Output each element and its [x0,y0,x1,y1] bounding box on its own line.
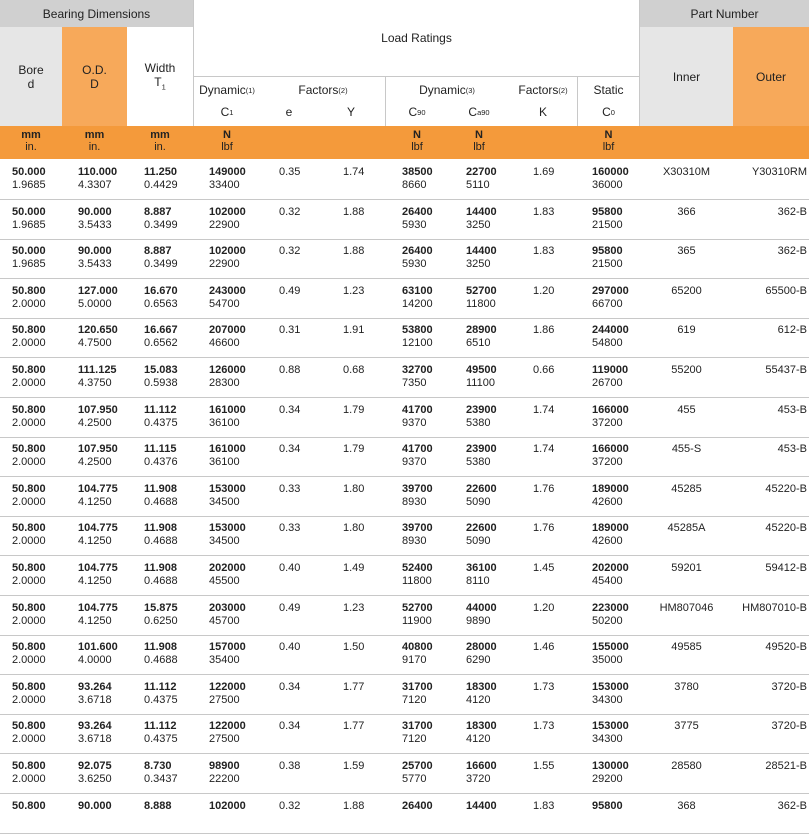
cell-outer: 59412-B [765,562,807,574]
cell-bore: 50.800 2.0000 [12,562,46,587]
cell-c1: 102000 22900 [209,245,246,271]
cell-c0: 130000 29200 [592,760,629,785]
c90-units: N lbf [411,129,423,153]
c1-units: N lbf [221,129,233,153]
cell-od: 104.775 4.1250 [78,482,118,508]
cell-k: 1.46 [533,641,555,654]
cell-od: 107.950 4.2500 [78,443,118,469]
cell-inner: 3780 [674,680,699,693]
cell-outer: 49520-B [765,641,807,654]
cell-outer: HM807010-B [742,601,807,614]
cell-bore: 50.800 2.0000 [12,403,46,429]
cell-e: 0.49 [279,601,301,614]
cell-bore: 50.800 2.0000 [12,680,46,706]
cell-c0: 95800 [592,799,623,812]
cell-c0: 119000 26700 [592,364,629,389]
table-row [0,240,809,279]
cell-k: 1.83 [533,245,555,258]
cell-e: 0.34 [279,403,301,416]
cell-c0: 223000 50200 [592,601,629,627]
cell-w: 15.083 0.5938 [144,364,178,389]
cell-c0: 153000 34300 [592,680,629,706]
c90-symbol: C 90 [408,105,426,119]
table-row [0,755,809,794]
cell-inner: 619 [677,324,696,337]
factors-a-header: Factors (2) [298,83,348,97]
dynamic1-header: Dynamic (1) [199,83,255,97]
cell-k: 1.73 [533,680,555,693]
cell-y: 1.88 [343,245,365,258]
cell-outer: 453-B [777,403,807,416]
cell-inner: 55200 [671,364,702,376]
cell-y: 1.74 [343,166,365,178]
cell-w: 11.115 0.4376 [144,443,178,469]
cell-ca90: 22600 5090 [466,522,497,548]
cell-k: 1.83 [533,205,555,218]
y-symbol: Y [346,105,355,119]
cell-bore: 50.000 1.9685 [12,166,46,191]
part-number-title: Part Number [690,6,759,21]
cell-k: 1.20 [533,284,555,297]
cell-y: 1.91 [343,324,365,337]
table-row [0,280,809,319]
cell-bore: 50.800 2.0000 [12,601,46,627]
cell-od: 104.775 4.1250 [78,601,118,627]
cell-c90: 38500 8660 [402,166,433,191]
cell-k: 1.45 [533,562,555,574]
dynamic3-header: Dynamic (3) [419,83,475,97]
static-header: Static [593,83,624,97]
cell-c1: 102000 22900 [209,205,246,231]
cell-bore: 50.800 2.0000 [12,720,46,746]
cell-c90: 41700 9370 [402,403,433,429]
od-units: mm in. [84,129,105,153]
cell-ca90: 16600 3720 [466,760,497,785]
cell-w: 11.112 0.4375 [144,403,178,429]
table-row [0,161,809,200]
cell-ca90: 28900 6510 [466,324,497,350]
cell-y: 1.23 [343,284,365,297]
cell-e: 0.31 [279,324,301,337]
od-label: O.D. [82,62,107,77]
cell-inner: 455 [677,403,696,416]
cell-inner: 368 [677,799,696,812]
cell-c90: 39700 8930 [402,522,433,548]
cell-outer: 65500-B [765,284,807,297]
cell-y: 1.88 [343,799,365,812]
bore-label: Bore [18,62,44,77]
cell-c1: 161000 36100 [209,443,246,469]
load-ratings-title: Load Ratings [381,31,452,45]
table-row [0,676,809,715]
cell-c0: 95800 21500 [592,245,623,271]
cell-c90: 63100 14200 [402,284,433,310]
bore-units: mm in. [21,129,41,153]
cell-y: 1.79 [343,443,365,456]
cell-y: 1.59 [343,760,365,772]
cell-bore: 50.800 2.0000 [12,482,46,508]
cell-ca90: 22600 5090 [466,482,497,508]
cell-od: 92.075 3.6250 [78,760,112,785]
cell-w: 8.887 0.3499 [144,245,178,271]
cell-inner: X30310M [662,166,711,178]
cell-outer: 3720-B [771,680,807,693]
od-symbol: D [90,76,99,91]
cell-k: 1.20 [533,601,555,614]
cell-inner: 45285A [667,522,706,535]
cell-e: 0.33 [279,482,301,495]
cell-w: 8.887 0.3499 [144,205,178,231]
cell-e: 0.35 [279,166,301,178]
cell-od: 93.264 3.6718 [78,680,112,706]
cell-ca90: 49500 11100 [466,364,497,389]
cell-c0: 202000 45400 [592,562,629,587]
cell-ca90: 23900 5380 [466,403,497,429]
width-symbol: $T_1$ [154,75,166,92]
cell-y: 1.23 [343,601,365,614]
cell-c90: 25700 5770 [402,760,433,785]
cell-c90: 32700 7350 [402,364,433,389]
cell-e: 0.32 [279,799,301,812]
cell-c1: 98900 22200 [209,760,240,785]
cell-inner: HM807046 [659,601,714,614]
cell-c0: 160000 36000 [592,166,629,191]
cell-k: 0.66 [533,364,555,376]
cell-outer: 45220-B [765,482,807,495]
bearing-dimensions-title: Bearing Dimensions [42,6,151,21]
cell-c0: 189000 42600 [592,482,629,508]
cell-od: 107.950 4.2500 [78,403,118,429]
cell-k: 1.69 [533,166,555,178]
cell-k: 1.76 [533,522,555,535]
cell-w: 8.888 [144,799,172,812]
cell-y: 1.80 [343,482,365,495]
cell-od: 90.000 [78,799,112,812]
cell-c1: 122000 27500 [209,680,246,706]
cell-e: 0.38 [279,760,301,772]
k-symbol: K [538,105,547,119]
factors-b-header: Factors (2) [518,83,568,97]
cell-inner: 3775 [674,720,699,733]
cell-c90: 26400 5930 [402,205,433,231]
cell-k: 1.74 [533,443,555,456]
cell-inner: 45285 [671,482,702,495]
cell-c1: 243000 54700 [209,284,246,310]
cell-ca90: 23900 5380 [466,443,497,469]
cell-ca90: 36100 8110 [466,562,497,587]
cell-c1: 207000 46600 [209,324,246,350]
cell-c90: 52400 11800 [402,562,433,587]
inner-header: Inner [640,27,733,126]
cell-y: 1.77 [343,720,365,733]
cell-e: 0.34 [279,720,301,733]
ca90-symbol: C a90 [468,105,490,119]
cell-c1: 126000 28300 [209,364,246,389]
cell-ca90: 22700 5110 [466,166,497,191]
cell-y: 0.68 [343,364,365,376]
cell-od: 120.650 4.7500 [78,324,118,350]
cell-c0: 244000 54800 [592,324,629,350]
cell-e: 0.33 [279,522,301,535]
cell-inner: 59201 [671,562,702,574]
cell-outer: 362-B [777,799,807,812]
cell-w: 16.670 0.6563 [144,284,178,310]
cell-ca90: 14400 [466,799,497,812]
cell-c0: 297000 66700 [592,284,629,310]
cell-od: 104.775 4.1250 [78,522,118,548]
cell-bore: 50.800 2.0000 [12,443,46,469]
bore-symbol: d [27,76,35,91]
cell-w: 11.908 0.4688 [144,641,178,667]
cell-c1: 102000 [209,799,246,812]
cell-c90: 40800 9170 [402,641,433,667]
cell-w: 8.730 0.3437 [144,760,178,785]
cell-e: 0.32 [279,245,301,258]
cell-inner: 65200 [671,284,702,297]
cell-outer: 362-B [777,245,807,258]
cell-ca90: 28000 6290 [466,641,497,667]
od-header [62,27,127,126]
cell-bore: 50.800 2.0000 [12,760,46,785]
cell-od: 127.000 5.0000 [78,284,118,310]
cell-od: 110.000 4.3307 [78,166,118,191]
cell-c0: 189000 42600 [592,522,629,548]
cell-c0: 155000 35000 [592,641,629,667]
cell-w: 11.250 0.4429 [144,166,178,191]
table-row [0,557,809,596]
cell-inner: 49585 [671,641,702,654]
table-row [0,319,809,358]
cell-c90: 41700 9370 [402,443,433,469]
cell-w: 11.908 0.4688 [144,562,178,587]
cell-c1: 161000 36100 [209,403,246,429]
c0-symbol: C 0 [602,105,615,119]
cell-c0: 153000 34300 [592,720,629,746]
ca90-units: N lbf [473,129,485,153]
cell-c90: 31700 7120 [402,720,433,746]
cell-od: 93.264 3.6718 [78,720,112,746]
cell-e: 0.49 [279,284,301,297]
cell-e: 0.40 [279,641,301,654]
cell-bore: 50.800 [12,799,46,812]
cell-bore: 50.000 1.9685 [12,245,46,271]
cell-w: 11.908 0.4688 [144,482,178,508]
cell-ca90: 14400 3250 [466,205,497,231]
cell-w: 11.112 0.4375 [144,680,178,706]
c1-symbol: C 1 [220,105,234,119]
cell-inner: 455-S [671,443,702,456]
table-row [0,795,809,834]
cell-w: 11.908 0.4688 [144,522,178,548]
cell-k: 1.73 [533,720,555,733]
cell-e: 0.88 [279,364,301,376]
cell-c90: 53800 12100 [402,324,433,350]
width-label: Width [144,61,176,76]
cell-od: 101.600 4.0000 [78,641,118,667]
cell-e: 0.34 [279,680,301,693]
cell-outer: 3720-B [771,720,807,733]
cell-c0: 95800 21500 [592,205,623,231]
cell-inner: 28580 [671,760,702,772]
table-row [0,399,809,438]
units-row [0,126,809,159]
cell-c1: 153000 34500 [209,522,246,548]
cell-k: 1.86 [533,324,555,337]
cell-od: 104.775 4.1250 [78,562,118,587]
cell-w: 11.112 0.4375 [144,720,178,746]
cell-bore: 50.800 2.0000 [12,284,46,310]
cell-c0: 166000 37200 [592,443,629,469]
cell-c1: 202000 45500 [209,562,246,587]
cell-bore: 50.000 1.9685 [12,205,46,231]
cell-outer: 612-B [777,324,807,337]
c0-units: N lbf [602,129,615,153]
table-row [0,715,809,754]
table-row [0,517,809,556]
table-row [0,597,809,636]
cell-y: 1.80 [343,522,365,535]
outer-header: Outer [733,27,809,126]
table-row [0,201,809,240]
cell-c1: 203000 45700 [209,601,246,627]
cell-y: 1.49 [343,562,365,574]
table-row [0,636,809,675]
cell-e: 0.40 [279,562,301,574]
table-row [0,438,809,477]
cell-outer: 45220-B [765,522,807,535]
cell-c1: 157000 35400 [209,641,246,667]
cell-k: 1.55 [533,760,555,772]
cell-e: 0.32 [279,205,301,218]
cell-outer: 55437-B [765,364,807,376]
cell-bore: 50.800 2.0000 [12,364,46,389]
cell-k: 1.76 [533,482,555,495]
cell-outer: 453-B [777,443,807,456]
cell-c1: 122000 27500 [209,720,246,746]
cell-c1: 153000 34500 [209,482,246,508]
cell-od: 90.000 3.5433 [78,245,112,271]
cell-outer: 362-B [777,205,807,218]
cell-y: 1.79 [343,403,365,416]
table-row [0,478,809,517]
cell-c90: 31700 7120 [402,680,433,706]
cell-e: 0.34 [279,443,301,456]
table-row [0,359,809,398]
cell-c90: 26400 [402,799,433,812]
cell-y: 1.88 [343,205,365,218]
cell-bore: 50.800 2.0000 [12,522,46,548]
bore-header [0,27,62,126]
cell-y: 1.77 [343,680,365,693]
cell-c90: 52700 11900 [402,601,433,627]
cell-c90: 39700 8930 [402,482,433,508]
cell-c1: 149000 33400 [209,166,246,191]
cell-ca90: 44000 9890 [466,601,497,627]
cell-ca90: 18300 4120 [466,720,497,746]
cell-inner: 365 [677,245,696,258]
cell-bore: 50.800 2.0000 [12,324,46,350]
cell-od: 90.000 3.5433 [78,205,112,231]
cell-y: 1.50 [343,641,365,654]
e-symbol: e [285,105,293,119]
cell-outer: 28521-B [765,760,807,772]
width-units: mm in. [150,129,170,153]
cell-k: 1.83 [533,799,555,812]
cell-c0: 166000 37200 [592,403,629,429]
cell-ca90: 14400 3250 [466,245,497,271]
cell-bore: 50.800 2.0000 [12,641,46,667]
cell-w: 16.667 0.6562 [144,324,178,350]
cell-ca90: 18300 4120 [466,680,497,706]
cell-inner: 366 [677,205,696,218]
cell-c90: 26400 5930 [402,245,433,271]
cell-od: 111.125 4.3750 [78,364,117,389]
cell-ca90: 52700 11800 [466,284,497,310]
width-header [127,27,193,126]
cell-w: 15.875 0.6250 [144,601,178,627]
cell-k: 1.74 [533,403,555,416]
cell-outer: Y30310RM [751,166,807,178]
